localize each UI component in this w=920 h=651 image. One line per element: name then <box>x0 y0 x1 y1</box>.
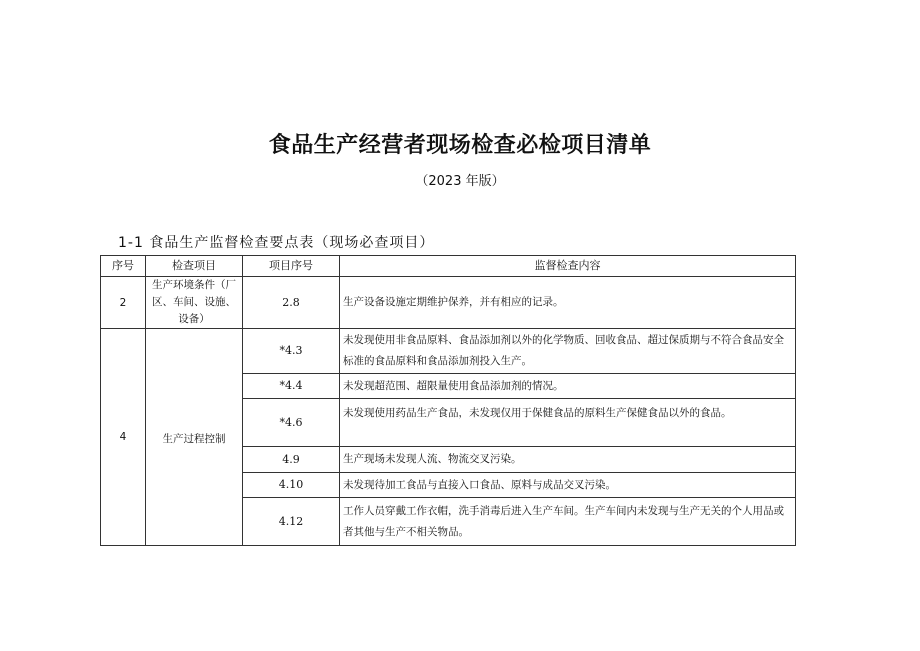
document-title: 食品生产经营者现场检查必检项目清单 <box>268 133 652 158</box>
row-no: 2 <box>101 277 146 329</box>
row-content: 生产现场未发现人流、物流交叉污染。 <box>340 447 796 473</box>
row-code: 2.8 <box>243 277 340 329</box>
document-subtitle: （2023 年版） <box>415 174 505 189</box>
header-code: 项目序号 <box>243 256 340 277</box>
row-no: 4 <box>101 329 146 546</box>
table-header-row <box>101 256 796 277</box>
row-content: 工作人员穿戴工作衣帽，洗手消毒后进入生产车间。生产车间内未发现与生产无关的个人用品或者其他与生产不相关物品。 <box>340 498 796 546</box>
row-content: 未发现超范围、超限量使用食品添加剂的情况。 <box>340 374 796 399</box>
section-title: 1-1 食品生产监督检查要点表（现场必查项目） <box>118 235 435 251</box>
checklist-table <box>100 255 796 546</box>
table-row <box>101 329 796 374</box>
row-content: 未发现使用药品生产食品，未发现仅用于保健食品的原料生产保健食品以外的食品。 <box>340 399 796 447</box>
row-code: *4.4 <box>243 374 340 399</box>
row-content: 生产设备设施定期维护保养，并有相应的记录。 <box>340 277 796 329</box>
row-content: 未发现使用非食品原料、食品添加剂以外的化学物质、回收食品、超过保质期与不符合食品安全标准的食品原料和食品添加剂投入生产。 <box>340 329 796 374</box>
row-content: 未发现待加工食品与直接入口食品、原料与成品交叉污染。 <box>340 473 796 498</box>
row-code: 4.10 <box>243 473 340 498</box>
header-content: 监督检查内容 <box>340 256 796 277</box>
row-item: 生产环境条件（厂区、车间、设施、设备） <box>146 277 243 329</box>
row-item: 生产过程控制 <box>146 329 243 546</box>
row-code: *4.6 <box>243 399 340 447</box>
row-code: *4.3 <box>243 329 340 374</box>
row-code: 4.9 <box>243 447 340 473</box>
header-item: 检查项目 <box>146 256 243 277</box>
row-code: 4.12 <box>243 498 340 546</box>
header-no: 序号 <box>101 256 146 277</box>
table-row <box>101 277 796 329</box>
